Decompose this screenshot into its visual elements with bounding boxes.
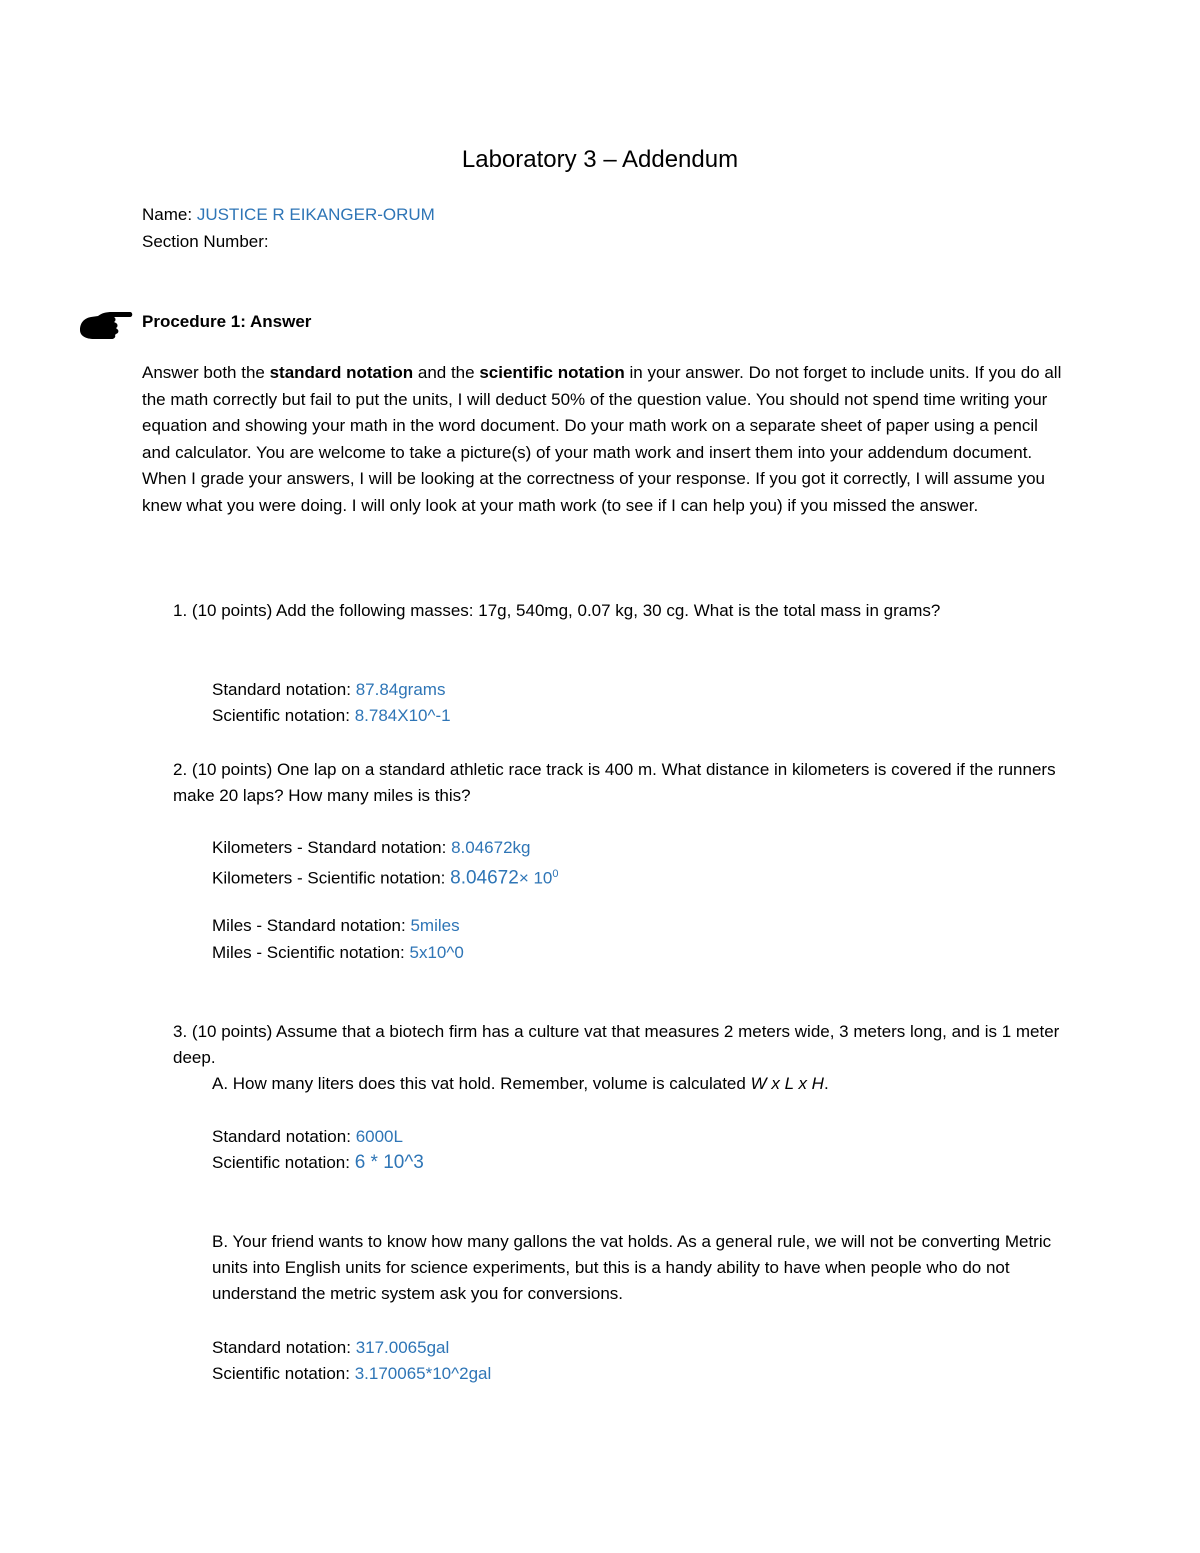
answer-times: × 10 [518, 868, 553, 888]
q1-standard-answer [212, 677, 445, 703]
answer-value: 5x10^0 [409, 943, 464, 962]
question-text: One lap on a standard athletic race track is 400 m. What distance in kilometers is covered if the runners make 20 laps? How many miles is this? [173, 760, 1056, 805]
q2-miles-standard-answer [212, 913, 460, 939]
question-2 [173, 757, 1063, 809]
q2-miles-scientific-answer [212, 940, 464, 966]
q3b-prompt: B. Your friend wants to know how many gallons the vat holds. As a general rule, we will not be converting Metric units into English units for science experiments, but this is a handy ability to have when people who do not understand the metric system ask you for conversions. [212, 1232, 1052, 1303]
q3b-scientific-answer [212, 1361, 491, 1387]
answer-value: 8.04672kg [451, 838, 531, 857]
instructions-bold-standard: standard notation [269, 363, 414, 382]
answer-label: Standard notation: [212, 1338, 351, 1357]
q3a-prompt [212, 1071, 829, 1097]
answer-label: Scientific notation: [212, 1153, 350, 1172]
question-number: 2. [173, 760, 188, 779]
answer-label: Scientific notation: [212, 1364, 350, 1383]
answer-value: 87.84grams [355, 680, 446, 699]
question-points: (10 points) [191, 601, 273, 620]
answer-label: Miles - Standard notation: [212, 916, 406, 935]
answer-value: 8.784X10^-1 [354, 706, 451, 725]
answer-label: Miles - Scientific notation: [212, 943, 405, 962]
section-number-label: Section Number: [142, 232, 269, 251]
question-3 [173, 1019, 1063, 1071]
volume-formula: W x L x H [750, 1074, 824, 1093]
answer-exponent: 0 [552, 868, 559, 880]
answer-label: Kilometers - Standard notation: [212, 838, 447, 857]
q3a-standard-answer [212, 1124, 403, 1150]
answer-label: Standard notation: [212, 680, 351, 699]
procedure-heading: Procedure 1: Answer [142, 312, 312, 331]
instructions-text: Answer both the [142, 363, 270, 382]
question-text: Assume that a biotech firm has a culture vat that measures 2 meters wide, 3 meters long, and is 1 meter deep. [173, 1022, 1060, 1067]
q2-km-standard-answer [212, 835, 531, 861]
question-text-end: . [823, 1074, 829, 1093]
answer-label: Kilometers - Scientific notation: [212, 868, 446, 888]
question-1 [173, 598, 1063, 624]
instructions-text: in your answer. Do not forget to include units. If you do all the math correctly but fail to put the units, I will deduct 50% of the question value. You should not spend time writing your equation and showing your math in the word document. Do your math work on a separate sheet of paper using a pencil and calculator. You are welcome to take a picture(s) of your math work and insert them into your addendum document. When I grade your answers, I will be looking at the correctness of your response. If you got it correctly, I will assume you knew what you were doing. I will only look at your math work (to see if I can help you) if you missed the answer. [142, 363, 1062, 515]
question-number: 3. [173, 1022, 188, 1041]
answer-value: 8.04672 [450, 867, 519, 889]
question-text: A. How many liters does this vat hold. Remember, volume is calculated [212, 1074, 751, 1093]
q3a-scientific-answer [212, 1150, 424, 1176]
document-title: Laboratory 3 – Addendum [461, 146, 739, 173]
question-text: Add the following masses: 17g, 540mg, 0.07 kg, 30 cg. What is the total mass in grams? [272, 601, 941, 620]
answer-value: 6000L [355, 1127, 403, 1146]
instructions-bold-scientific: scientific notation [479, 363, 625, 382]
q2-km-scientific-answer [212, 861, 559, 892]
answer-value: 6 * 10^3 [354, 1152, 424, 1173]
answer-value: 5miles [410, 916, 460, 935]
answer-label: Standard notation: [212, 1127, 351, 1146]
answer-label: Scientific notation: [212, 706, 350, 725]
answer-value: 3.170065*10^2gal [354, 1364, 492, 1383]
name-label: Name: [142, 205, 193, 224]
name-line [142, 202, 435, 228]
pointing-hand-icon [76, 306, 134, 349]
q1-scientific-answer [212, 703, 451, 729]
q3b-standard-answer [212, 1335, 449, 1361]
instructions-paragraph [142, 360, 1062, 519]
answer-value: 317.0065gal [355, 1338, 450, 1357]
instructions-text: and the [413, 363, 480, 382]
question-number: 1. [173, 601, 188, 620]
question-points: (10 points) [191, 1022, 273, 1041]
name-value: JUSTICE R EIKANGER-ORUM [196, 205, 435, 224]
question-points: (10 points) [191, 760, 273, 779]
